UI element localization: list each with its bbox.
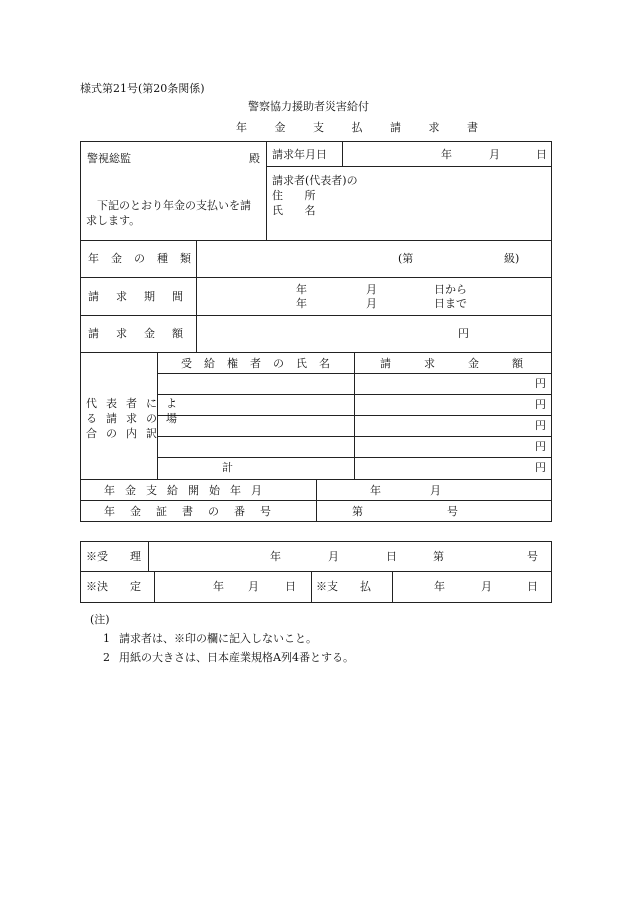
form-number: 様式第21号(第20条関係) <box>80 82 205 95</box>
payment-year: 年 <box>434 580 445 593</box>
total-label: 計 <box>222 461 233 474</box>
breakdown-yen-2: 円 <box>535 398 546 411</box>
period-to-month: 月 <box>366 297 377 310</box>
total-yen: 円 <box>535 461 546 474</box>
decision-label: ※決 定 <box>86 580 141 593</box>
request-text-1: 下記のとおり年金の支払いを請 <box>97 199 251 212</box>
note-1-number: 1 <box>103 632 110 645</box>
note-2-number: 2 <box>103 651 110 664</box>
claimant-address-label: 住 所 <box>272 189 325 202</box>
addressee-suffix: 殿 <box>249 152 260 165</box>
period-to-day: 日まで <box>434 297 467 310</box>
receipt-day: 日 <box>386 550 397 563</box>
request-date-day: 日 <box>536 148 547 161</box>
period-from-month: 月 <box>366 283 377 296</box>
certificate-go: 号 <box>447 505 458 518</box>
pension-type-label: 年金の種類 <box>88 252 203 265</box>
notes-heading: (注) <box>90 613 110 626</box>
request-text-2: 求します。 <box>86 214 141 227</box>
breakdown-yen-1: 円 <box>535 377 546 390</box>
certificate-dai: 第 <box>352 505 363 518</box>
receipt-label: ※受 理 <box>86 550 141 563</box>
receipt-month: 月 <box>328 550 339 563</box>
decision-day: 日 <box>285 580 296 593</box>
receipt-go: 号 <box>527 550 538 563</box>
receipt-year: 年 <box>270 550 281 563</box>
breakdown-yen-4: 円 <box>535 440 546 453</box>
col-amount: 請求金額 <box>380 357 556 370</box>
decision-year: 年 <box>213 580 224 593</box>
breakdown-label-1: 代表者によ <box>86 397 186 410</box>
receipt-dai: 第 <box>433 550 444 563</box>
start-year: 年 <box>370 484 381 497</box>
claimant-label: 請求者(代表者)の <box>272 174 358 187</box>
breakdown-yen-3: 円 <box>535 419 546 432</box>
form-title-line2: 年 金 支 払 請 求 書 <box>236 121 490 134</box>
request-date-year: 年 <box>441 148 452 161</box>
office-use-table <box>80 541 552 603</box>
addressee: 警視総監 <box>87 152 131 165</box>
note-2-text: 用紙の大きさは、日本産業規格A列4番とする。 <box>119 651 354 664</box>
certificate-label: 年金証書の番号 <box>104 505 286 518</box>
pension-grade-open: (第 <box>398 252 414 265</box>
period-label: 請求期間 <box>88 290 200 303</box>
start-month: 月 <box>430 484 441 497</box>
pension-grade-close: 級) <box>504 252 520 265</box>
period-from-day: 日から <box>434 283 467 296</box>
payment-month: 月 <box>481 580 492 593</box>
decision-month: 月 <box>248 580 259 593</box>
payment-label: ※支 払 <box>316 580 371 593</box>
claimant-name-label: 氏 名 <box>272 204 325 217</box>
note-1-text: 請求者は、※印の欄に記入しないこと。 <box>119 632 317 645</box>
period-from-year: 年 <box>296 283 307 296</box>
amount-yen: 円 <box>458 327 469 340</box>
start-label: 年金支給開始年月 <box>104 484 272 497</box>
period-to-year: 年 <box>296 297 307 310</box>
payment-day: 日 <box>527 580 538 593</box>
amount-label: 請求金額 <box>88 327 200 340</box>
breakdown-label-3: 合の内訳 <box>86 427 166 440</box>
request-date-label: 請求年月日 <box>272 148 327 161</box>
form-title-line1: 警察協力援助者災害給付 <box>248 100 369 113</box>
breakdown-label-2: る請求の場 <box>86 412 186 425</box>
col-recipient-name: 受給権者の氏名 <box>181 357 342 370</box>
request-date-month: 月 <box>489 148 500 161</box>
